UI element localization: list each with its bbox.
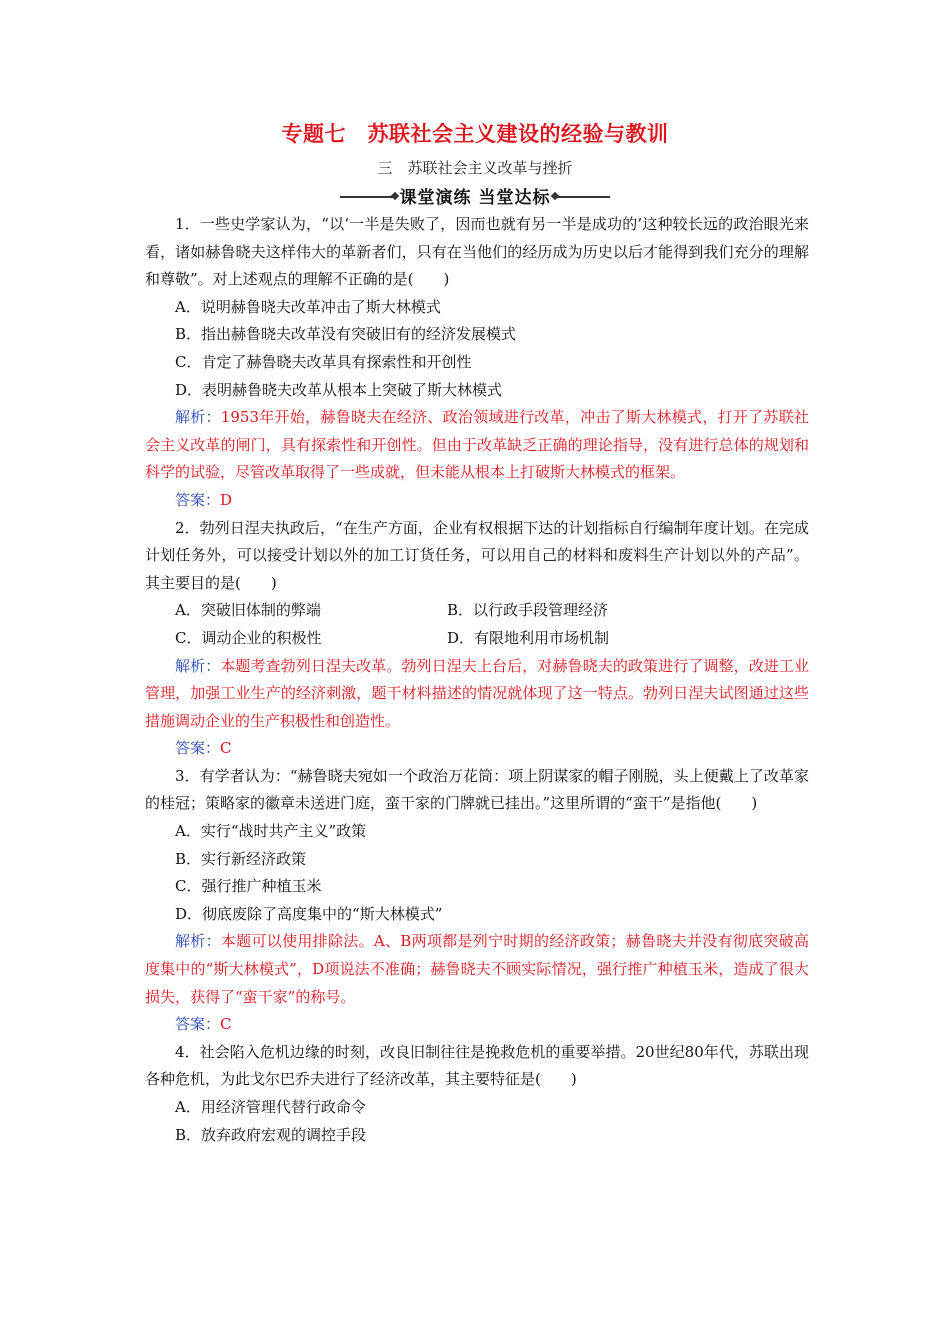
question-2-option-d: D．有限地利用市场机制 bbox=[447, 628, 610, 647]
question-1-answer bbox=[145, 487, 809, 515]
question-3-option-c: C．强行推广种植玉米 bbox=[175, 877, 322, 896]
analysis-text: 1953年开始，赫鲁晓夫在经济、政治领域进行改革，冲击了斯大林模式，打开了苏联社会主义改革的闸门，具有探索性和开创性。但由于改革缺乏正确的理论指导，没有进行总体的规划和科学的试验，尽管改革取得了一些成就，但未能从根本上打破斯大林模式的框架。 bbox=[145, 408, 809, 482]
analysis-text: 本题可以使用排除法。A、B两项都是列宁时期的经济政策；赫鲁晓夫并没有彻底突破高度集中的“斯大林模式”，D项说法不准确；赫鲁晓夫不顾实际情况，强行推广种植玉米，造成了很大损失，获得了“蛮干家”的称号。 bbox=[145, 932, 809, 1006]
answer-value: C bbox=[220, 739, 232, 758]
question-2-answer bbox=[145, 735, 809, 763]
question-1-stem: 1．一些史学家认为，“以‘一半是失败了，因而也就有另一半是成功的’这种较长远的政治眼光来看，诸如赫鲁晓夫这样伟大的革新者们，只有在当他们的经历成为历史以后才能得到我们充分的理解和尊敬”。对上述观点的理解不正确的是( ) bbox=[145, 215, 809, 289]
question-1-option-a: A．说明赫鲁晓夫改革冲击了斯大林模式 bbox=[175, 297, 441, 316]
answer-label: 答案： bbox=[175, 1015, 221, 1034]
question-3-answer bbox=[145, 1011, 809, 1039]
question-1-option-c: C．肯定了赫鲁晓夫改革具有探索性和开创性 bbox=[175, 352, 472, 371]
analysis-text: 本题考查勃列日涅夫改革。勃列日涅夫上台后，对赫鲁晓夫的政策进行了调整，改进工业管理，加强工业生产的经济刺激，题干材料描述的情况就体现了这一特点。勃列日涅夫试图通过这些措施调动企业的生产积极性和创造性。 bbox=[145, 656, 809, 730]
answer-value: C bbox=[220, 1015, 232, 1034]
question-1-option-d: D．表明赫鲁晓夫改革从根本上突破了斯大林模式 bbox=[175, 380, 503, 399]
section-banner bbox=[340, 183, 610, 209]
question-4-option-b: B．放弃政府宏观的调控手段 bbox=[175, 1125, 367, 1144]
question-4-option-a: A．用经济管理代替行政命令 bbox=[175, 1098, 366, 1116]
question-2-analysis bbox=[145, 653, 809, 736]
answer-label: 答案： bbox=[175, 739, 221, 758]
question-2-options-row-1 bbox=[145, 597, 809, 625]
question-3-option-a: A．实行“战时共产主义”政策 bbox=[175, 822, 367, 841]
question-4-stem: 4．社会陷入危机边缘的时刻，改良旧制往往是挽救危机的重要举措。20世纪80年代，苏联出现各种危机，为此戈尔巴乔夫进行了经济改革，其主要特征是( ) bbox=[145, 1042, 809, 1089]
question-2-option-b: B．以行政手段管理经济 bbox=[447, 601, 609, 620]
page-title: 专题七 苏联社会主义建设的经验与教训 bbox=[281, 122, 669, 146]
page-subtitle: 三 苏联社会主义改革与挫折 bbox=[377, 159, 573, 177]
question-3-stem: 3．有学者认为：“赫鲁晓夫宛如一个政治万花筒：项上阴谋家的帽子刚脱，头上便戴上了改革家的桂冠；策略家的徽章未送进门庭，蛮干家的门牌就已挂出。”这里所谓的“蛮干”是指他( ) bbox=[145, 766, 809, 813]
analysis-label: 解析： bbox=[175, 656, 221, 675]
analysis-label: 解析： bbox=[175, 932, 221, 951]
answer-value: D bbox=[220, 490, 233, 509]
question-3-option-d: D．彻底废除了高度集中的“斯大林模式” bbox=[175, 904, 443, 923]
question-2-options-row-2 bbox=[145, 625, 809, 653]
question-2-option-c: C．调动企业的积极性 bbox=[175, 628, 322, 647]
banner-rule-right bbox=[555, 196, 610, 198]
question-3-analysis bbox=[145, 928, 809, 1011]
banner-text: 课堂演练 当堂达标 bbox=[399, 188, 551, 208]
answer-label: 答案： bbox=[175, 490, 221, 509]
banner-rule-left bbox=[340, 196, 395, 198]
question-3-option-b: B．实行新经济政策 bbox=[175, 849, 307, 868]
question-1-analysis bbox=[145, 404, 809, 487]
question-2-stem: 2．勃列日涅夫执政后，“在生产方面，企业有权根据下达的计划指标自行编制年度计划。在完成计划任务外，可以接受计划以外的加工订货任务，可以用自己的材料和废料生产计划以外的产品”。其主要目的是( ) bbox=[145, 518, 809, 592]
question-1-option-b: B．指出赫鲁晓夫改革没有突破旧有的经济发展模式 bbox=[175, 325, 517, 344]
question-list bbox=[145, 211, 809, 1149]
question-2-option-a: A．突破旧体制的弊端 bbox=[175, 601, 321, 620]
analysis-label: 解析： bbox=[175, 408, 221, 427]
